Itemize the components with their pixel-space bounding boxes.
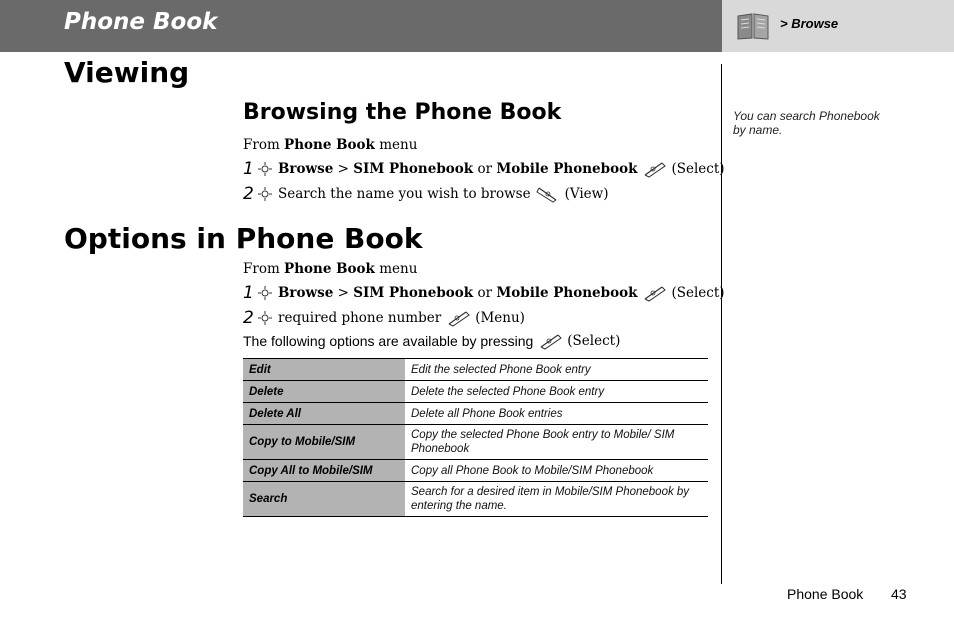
table-row [243,381,708,403]
option-description: Delete all Phone Book entries [405,403,708,425]
options-intro: The following options are available by pressing (Select) [243,333,621,349]
section-title-viewing: Viewing [64,56,190,89]
option-description: Copy the selected Phone Book entry to Mobile/ SIM Phonebook [405,425,708,460]
option-description: Copy all Phone Book to Mobile/SIM Phonebook [405,460,708,482]
page-number: 43 [891,586,907,602]
left-soft-key-icon [446,309,470,327]
section-title-options: Options in Phone Book [64,222,423,255]
left-soft-key-icon [642,284,666,302]
browsing-step-2: 2 Search the name you wish to browse (View) [243,184,609,204]
options-step-2: 2 required phone number (Menu) [243,308,525,328]
options-table [243,358,708,517]
browsing-from-line: From Phone Book menu [243,137,418,153]
right-soft-key-icon [536,185,560,203]
options-step-1: 1 Browse > SIM Phonebook or Mobile Phonebook (Select) [243,283,725,303]
option-name: Delete All [243,403,405,425]
option-name: Copy All to Mobile/SIM [243,460,405,482]
book-icon [736,12,770,40]
option-description: Search for a desired item in Mobile/SIM Phonebook by entering the name. [405,482,708,517]
left-soft-key-icon [538,332,562,350]
chapter-title: Phone Book [64,9,218,35]
nav-key-icon [257,161,273,177]
option-name: Copy to Mobile/SIM [243,425,405,460]
header-bar [0,0,722,52]
side-header [722,0,954,52]
left-soft-key-icon [642,160,666,178]
nav-key-icon [257,186,273,202]
option-name: Edit [243,359,405,381]
option-description: Edit the selected Phone Book entry [405,359,708,381]
browsing-step-1: 1 Browse > SIM Phonebook or Mobile Phonebook (Select) [243,159,725,179]
option-description: Delete the selected Phone Book entry [405,381,708,403]
breadcrumb: > Browse [780,16,839,31]
nav-key-icon [257,285,273,301]
nav-key-icon [257,310,273,326]
subsection-title-browsing: Browsing the Phone Book [243,100,562,125]
table-row [243,482,708,517]
table-row [243,460,708,482]
table-row [243,359,708,381]
footer-label: Phone Book [787,586,864,602]
option-name: Search [243,482,405,517]
table-row [243,425,708,460]
side-note: You can search Phonebook by name. [733,109,880,137]
table-row [243,403,708,425]
options-from-line: From Phone Book menu [243,261,418,277]
option-name: Delete [243,381,405,403]
column-divider [721,64,722,584]
